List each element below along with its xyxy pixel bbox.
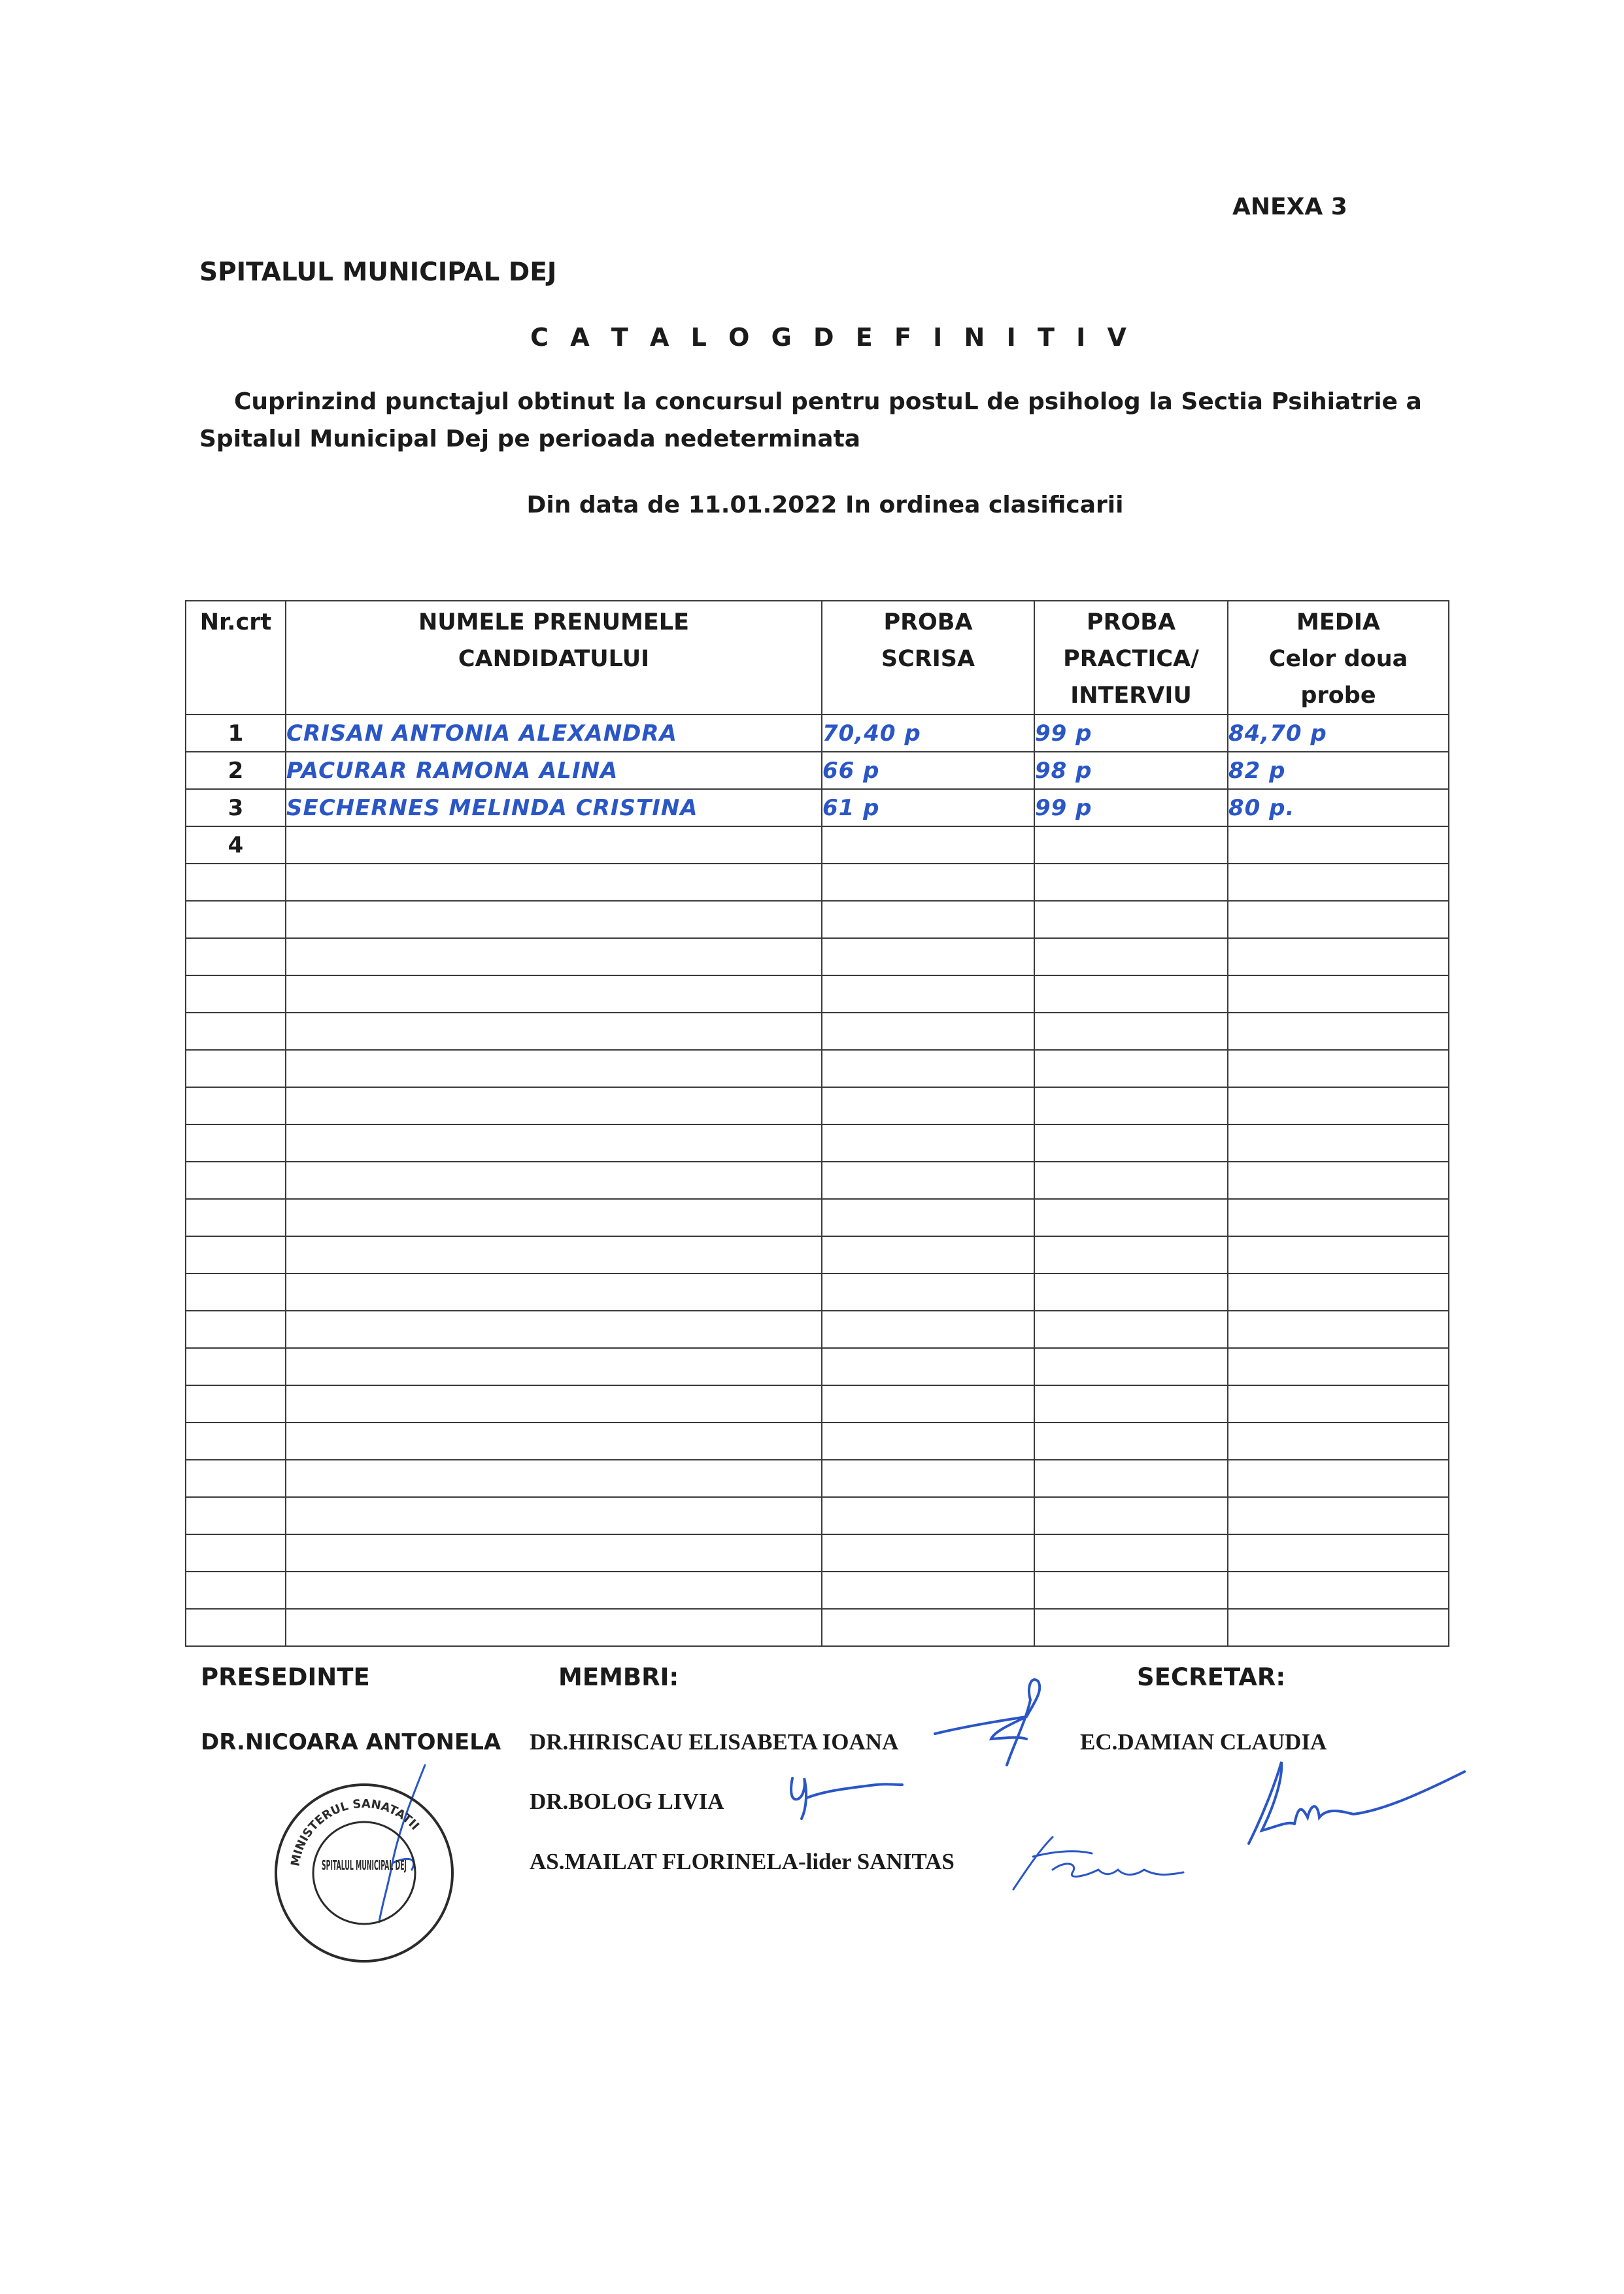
empty-cell [1034,938,1228,975]
empty-cell [1228,1423,1449,1460]
empty-table-row [186,864,1449,901]
empty-cell [1034,1609,1228,1646]
empty-table-row [186,975,1449,1013]
empty-cell [822,1124,1034,1162]
empty-cell [1228,1124,1449,1162]
average-score: 82 p [1228,752,1449,789]
empty-cell [286,1050,822,1087]
empty-cell [1034,1572,1228,1609]
date-line: Din data de 11.01.2022 In ordinea clasificarii [526,492,1124,518]
empty-cell [1034,1274,1228,1311]
written-score [822,826,1034,864]
empty-cell [186,1162,286,1199]
average-score [1228,826,1449,864]
empty-cell [286,1572,822,1609]
empty-table-row [186,1311,1449,1348]
secretary-label: SECRETAR: [1137,1663,1286,1691]
empty-table-row [186,1050,1449,1087]
empty-cell [1228,864,1449,901]
empty-cell [1034,1460,1228,1497]
practical-score: 99 p [1034,715,1228,752]
written-score: 66 p [822,752,1034,789]
empty-cell [822,1385,1034,1423]
practical-score [1034,826,1228,864]
empty-cell [1034,1050,1228,1087]
empty-cell [822,1236,1034,1274]
written-score: 70,40 p [822,715,1034,752]
empty-table-row [186,1236,1449,1274]
empty-cell [1228,1087,1449,1124]
empty-cell [1228,1385,1449,1423]
table-row [186,826,1449,864]
empty-table-row [186,1497,1449,1534]
description-line-1: Cuprinzind punctajul obtinut la concursul pentru postuL de psiholog la Sectia Psihiatrie a [234,388,1422,415]
empty-cell [1228,1050,1449,1087]
empty-cell [1034,1534,1228,1572]
empty-cell [822,864,1034,901]
empty-cell [1034,901,1228,938]
empty-cell [1228,1460,1449,1497]
empty-cell [286,1460,822,1497]
empty-cell [186,975,286,1013]
empty-cell [186,1385,286,1423]
empty-cell [1228,975,1449,1013]
empty-cell [186,1609,286,1646]
empty-cell [286,938,822,975]
empty-cell [1228,1199,1449,1236]
candidate-name: CRISAN ANTONIA ALEXANDRA [286,715,822,752]
empty-cell [822,1311,1034,1348]
empty-cell [822,901,1034,938]
member-name-3: AS.MAILAT FLORINELA-lider SANITAS [530,1849,955,1874]
empty-cell [286,1162,822,1199]
empty-cell [286,975,822,1013]
empty-table-row [186,1199,1449,1236]
header-nr: Nr.crt [186,601,286,715]
empty-cell [186,1236,286,1274]
empty-cell [286,1087,822,1124]
signature-member-2 [778,1765,909,1824]
empty-table-row [186,901,1449,938]
empty-cell [186,1311,286,1348]
empty-cell [822,1199,1034,1236]
empty-cell [186,901,286,938]
signature-member-3 [1007,1824,1190,1896]
empty-cell [186,1050,286,1087]
empty-cell [1228,938,1449,975]
member-name-2: DR.BOLOG LIVIA [530,1789,724,1814]
empty-table-row [186,1572,1449,1609]
empty-cell [1228,1236,1449,1274]
empty-cell [286,1199,822,1236]
candidate-name [286,826,822,864]
empty-cell [186,938,286,975]
president-label: PRESEDINTE [201,1663,370,1691]
empty-cell [286,1497,822,1534]
empty-table-row [186,1460,1449,1497]
empty-cell [186,1124,286,1162]
empty-cell [186,1199,286,1236]
empty-table-row [186,1609,1449,1646]
stamp-inner-text: SPITALUL MUNICIPAL DEJ [322,1857,407,1873]
table-row [186,789,1449,826]
empty-table-row [186,1423,1449,1460]
empty-table-row [186,938,1449,975]
row-number: 4 [186,826,286,864]
empty-cell [1034,1348,1228,1385]
page-title: C A T A L O G D E F I N I T I V [530,323,1133,352]
empty-cell [822,1572,1034,1609]
average-score: 80 p. [1228,789,1449,826]
empty-table-row [186,1274,1449,1311]
practical-score: 98 p [1034,752,1228,789]
empty-cell [186,1087,286,1124]
empty-cell [286,901,822,938]
empty-cell [286,1385,822,1423]
empty-cell [1228,1013,1449,1050]
empty-cell [822,1423,1034,1460]
empty-cell [1034,1311,1228,1348]
empty-cell [1228,1274,1449,1311]
empty-cell [1228,1609,1449,1646]
empty-cell [186,864,286,901]
empty-cell [822,975,1034,1013]
empty-cell [822,1609,1034,1646]
empty-cell [822,1497,1034,1534]
empty-cell [822,1460,1034,1497]
stamp-seal [269,1775,459,1965]
empty-table-row [186,1162,1449,1199]
empty-table-row [186,1534,1449,1572]
row-number: 1 [186,715,286,752]
stamp-outer-text: MINISTERUL SANATATII [288,1796,422,1868]
row-number: 3 [186,789,286,826]
signature-member-1 [928,1674,1059,1772]
president-name: DR.NICOARA ANTONELA [201,1729,501,1755]
header-candidate-name: NUMELE PRENUMELE CANDIDATULUI [286,601,822,715]
empty-cell [286,1124,822,1162]
empty-cell [286,1609,822,1646]
header-written-test: PROBA SCRISA [822,601,1034,715]
empty-cell [1034,1385,1228,1423]
empty-cell [1034,1236,1228,1274]
empty-cell [1228,1534,1449,1572]
empty-cell [1034,1162,1228,1199]
empty-cell [822,1013,1034,1050]
empty-cell [186,1348,286,1385]
empty-cell [186,1274,286,1311]
empty-cell [1034,1497,1228,1534]
empty-cell [1034,1423,1228,1460]
table-row [186,715,1449,752]
empty-table-row [186,1124,1449,1162]
empty-cell [822,1162,1034,1199]
average-score: 84,70 p [1228,715,1449,752]
table-header-row [186,601,1449,715]
empty-cell [286,1423,822,1460]
description-line-2: Spitalul Municipal Dej pe perioada nedeterminata [199,426,861,452]
header-practical-test: PROBA PRACTICA/ INTERVIU [1034,601,1228,715]
hospital-name: SPITALUL MUNICIPAL DEJ [199,258,557,287]
candidate-name: PACURAR RAMONA ALINA [286,752,822,789]
practical-score: 99 p [1034,789,1228,826]
empty-cell [1228,901,1449,938]
empty-cell [1034,864,1228,901]
members-label: MEMBRI: [558,1663,679,1691]
empty-cell [286,1236,822,1274]
written-score: 61 p [822,789,1034,826]
empty-cell [186,1013,286,1050]
empty-cell [1228,1572,1449,1609]
empty-cell [286,1274,822,1311]
empty-cell [286,1013,822,1050]
empty-cell [186,1572,286,1609]
empty-cell [822,938,1034,975]
empty-cell [822,1348,1034,1385]
empty-cell [1034,1199,1228,1236]
empty-cell [1034,1087,1228,1124]
empty-cell [286,1311,822,1348]
empty-cell [286,1534,822,1572]
empty-cell [286,1348,822,1385]
empty-table-row [186,1087,1449,1124]
secretary-name: EC.DAMIAN CLAUDIA [1080,1729,1327,1755]
empty-cell [186,1497,286,1534]
empty-table-row [186,1013,1449,1050]
empty-cell [822,1534,1034,1572]
empty-cell [1034,975,1228,1013]
signature-secretary [1236,1752,1471,1857]
table-row [186,752,1449,789]
empty-table-row [186,1385,1449,1423]
empty-cell [1034,1124,1228,1162]
row-number: 2 [186,752,286,789]
empty-cell [1228,1348,1449,1385]
member-name-1: DR.HIRISCAU ELISABETA IOANA [530,1729,899,1755]
empty-cell [286,864,822,901]
empty-cell [186,1460,286,1497]
annex-label: ANEXA 3 [1232,194,1347,220]
empty-cell [822,1274,1034,1311]
empty-cell [1228,1497,1449,1534]
empty-cell [1034,1013,1228,1050]
results-table [185,600,1449,1647]
candidate-name: SECHERNES MELINDA CRISTINA [286,789,822,826]
empty-cell [822,1087,1034,1124]
empty-cell [822,1050,1034,1087]
empty-cell [186,1534,286,1572]
header-average: MEDIA Celor doua probe [1228,601,1449,715]
empty-cell [1228,1311,1449,1348]
empty-table-row [186,1348,1449,1385]
empty-cell [186,1423,286,1460]
empty-cell [1228,1162,1449,1199]
